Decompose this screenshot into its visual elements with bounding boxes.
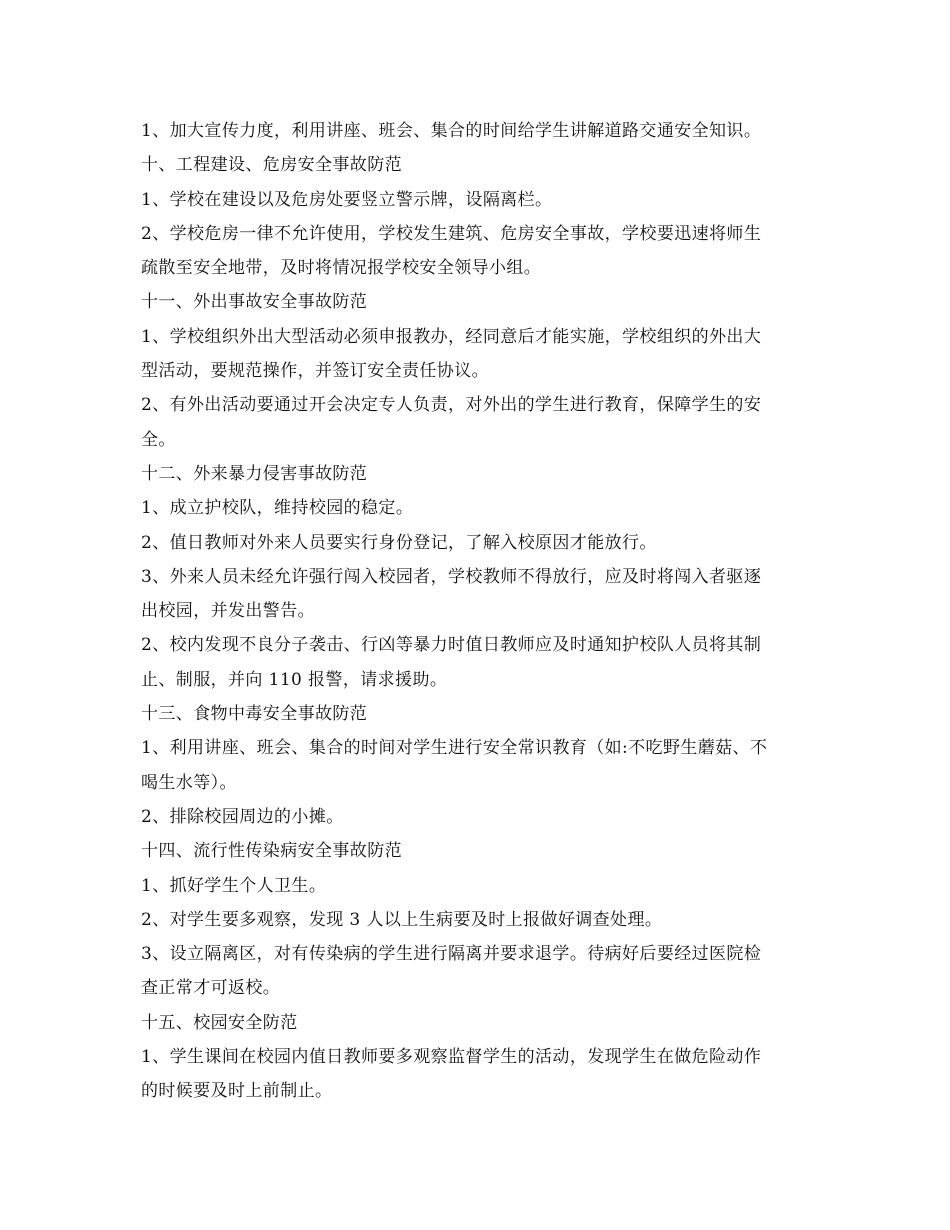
text-line: 2、校内发现不良分子袭击、行凶等暴力时值日教师应及时通知护校队人员将其制: [141, 635, 762, 656]
section-heading: 十、工程建设、危房安全事故防范: [141, 155, 402, 176]
text-line: 3、设立隔离区，对有传染病的学生进行隔离并要求退学。待病好后要经过医院检: [141, 944, 762, 965]
text-line: 全。: [141, 429, 176, 450]
text-line: 疏散至安全地带，及时将情况报学校安全领导小组。: [141, 258, 542, 279]
text-line: 2、值日教师对外来人员要实行身份登记，了解入校原因才能放行。: [141, 532, 657, 553]
text-line: 2、有外出活动要通过开会决定专人负责，对外出的学生进行教育，保障学生的安: [141, 395, 762, 416]
text-line: 2、对学生要多观察，发现 3 人以上生病要及时上报做好调查处理。: [141, 909, 663, 930]
text-line: 喝生水等）。: [141, 772, 237, 793]
section-heading: 十二、外来暴力侵害事故防范: [141, 463, 368, 484]
text-line: 1、抓好学生个人卫生。: [141, 875, 327, 896]
text-line: 3、外来人员未经允许强行闯入校园者，学校教师不得放行，应及时将闯入者驱逐: [141, 566, 762, 587]
text-line: 1、学校在建设以及危房处要竖立警示牌，设隔离栏。: [141, 189, 553, 210]
text-line: 1、成立护校队，维持校园的稳定。: [141, 498, 414, 519]
text-line: 型活动，要规范操作，并签订安全责任协议。: [141, 361, 489, 382]
text-line: 2、学校危房一律不允许使用，学校发生建筑、危房安全事故，学校要迅速将师生: [141, 223, 762, 244]
text-line: 2、排除校园周边的小摊。: [141, 806, 344, 827]
section-heading: 十一、外出事故安全事故防范: [141, 292, 368, 313]
section-heading: 十四、流行性传染病安全事故防范: [141, 841, 402, 862]
document-body: [141, 114, 813, 1109]
section-heading: 十五、校园安全防范: [141, 1012, 298, 1033]
text-line: 1、加大宣传力度，利用讲座、班会、集合的时间给学生讲解道路交通安全知识。: [141, 121, 762, 141]
text-line: 出校园，并发出警告。: [141, 601, 315, 622]
text-line: 1、学校组织外出大型活动必须申报教办，经同意后才能实施，学校组织的外出大: [141, 326, 762, 347]
text-line: 1、学生课间在校园内值日教师要多观察监督学生的活动，发现学生在做危险动作: [141, 1047, 762, 1068]
section-heading: 十三、食物中毒安全事故防范: [141, 704, 368, 725]
text-line: 止、制服，并向 110 报警，请求援助。: [141, 669, 448, 690]
text-line: 查正常才可返校。: [141, 978, 281, 999]
text-line: 的时候要及时上前制止。: [141, 1081, 333, 1102]
text-line: 1、利用讲座、班会、集合的时间对学生进行安全常识教育（如:不吃野生蘑菇、不: [141, 738, 768, 759]
